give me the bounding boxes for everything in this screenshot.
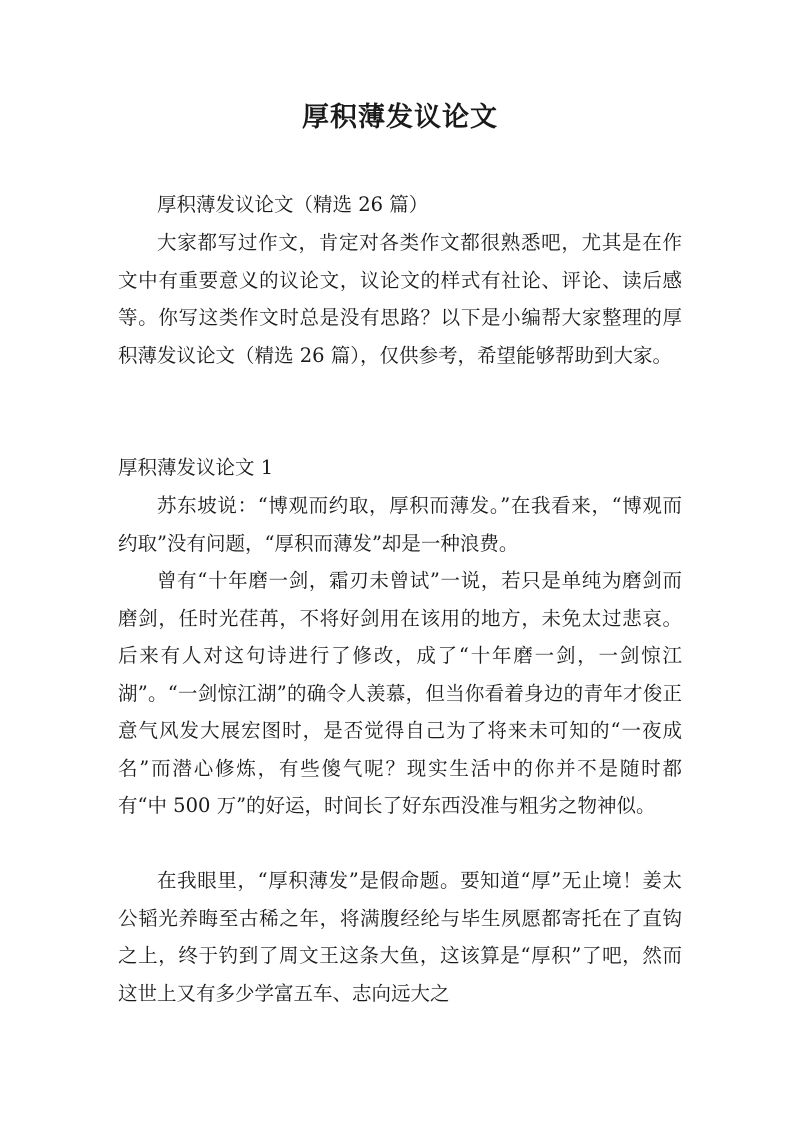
document-subtitle: 厚积薄发议论文（精选 26 篇）	[157, 193, 429, 216]
document-title: 厚积薄发议论文	[302, 102, 498, 133]
body-paragraph: 苏东坡说：“博观而约取，厚积而薄发。”在我看来，“博观而约取”没有问题，“厚积而薄发”却是一种浪费。	[118, 494, 682, 555]
body-paragraph: 曾有“十年磨一剑，霜刃未曾试”一说，若只是单纯为磨剑而磨剑，任时光荏苒，不将好剑用在该用的地方，未免太过悲哀。后来有人对这句诗进行了修改，成了“十年磨一剑，一剑惊江湖”。“一剑惊江湖”的确令人羡慕，但当你看着身边的青年才俊正意气风发大展宏图时，是否觉得自己为了将来未可知的“一夜成名”而潜心修炼，有些傻气呢？现实生活中的你并不是随时都有“中 500 万”的好运，时间长了好东西没准与粗劣之物神似。	[118, 569, 682, 817]
section-heading: 厚积薄发议论文 1	[118, 456, 274, 479]
intro-paragraph: 大家都写过作文，肯定对各类作文都很熟悉吧，尤其是在作文中有重要意义的议论文，议论文的样式有社论、评论、读后感等。你写这类作文时总是没有思路？以下是小编帮大家整理的厚积薄发议论文（精选 26 篇），仅供参考，希望能够帮助到大家。	[118, 231, 682, 367]
body-paragraph: 在我眼里，“厚积薄发”是假命题。要知道“厚”无止境！姜太公韬光养晦至古稀之年，将满腹经纶与毕生夙愿都寄托在了直钩之上，终于钓到了周文王这条大鱼，这该算是“厚积”了吧，然而这世上又有多少学富五车、志向远大之	[118, 869, 682, 1005]
